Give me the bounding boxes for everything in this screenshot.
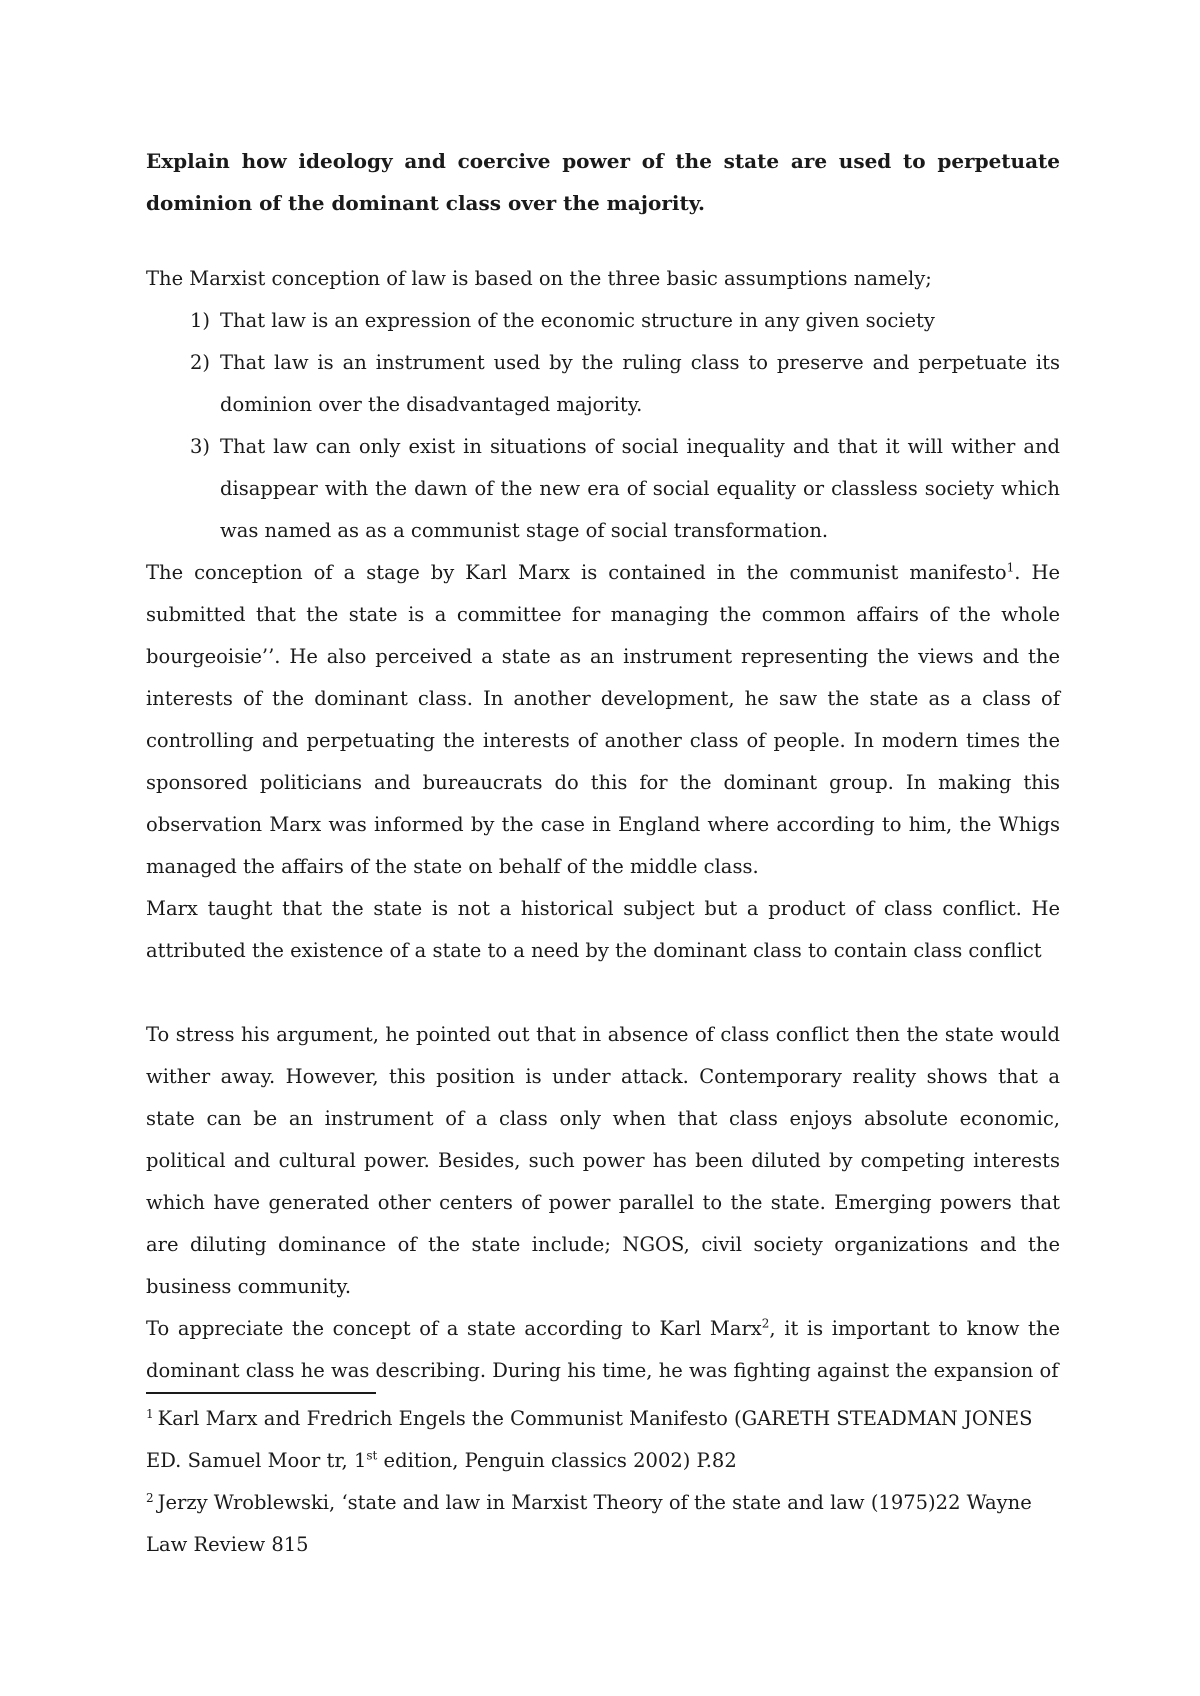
paragraph-text: , it is important to know the dominant class he was describing. During his time, he was fighting against the expansion of [146,1317,1060,1382]
footnote-reference[interactable]: 2 [761,1316,770,1331]
paragraph-concept-of-state [146,1308,1060,1392]
document-page [146,140,1060,1660]
footnote-1 [146,1398,1060,1482]
footnote-text: edition, Penguin classics 2002) P.82 [377,1449,737,1472]
footnote-separator [146,1392,376,1394]
footnote-mark: 1 [146,1406,154,1421]
footnote-superscript: st [366,1448,378,1463]
essay-title: Explain how ideology and coercive power of the state are used to perpetuate dominion of the dominant class over the majority. [146,149,1060,215]
list-number: 1) [189,309,210,332]
paragraph-text: . He submitted that the state is a committee for managing the common affairs of the whole bourgeoisie’’. He also perceived a state as an instrument representing the views and the interests of the dominant class. In another development, he saw the state as a class of controlling and perpetuating the interests of another class of people. In modern times the sponsored politicians and bureaucrats do this for the dominant group. In making this observation Marx was informed by the case in England where according to him, the Whigs managed the affairs of the state on behalf of the middle class. [146,561,1060,878]
footnote-text: Jerzy Wroblewski, ‘state and law in Marxist Theory of the state and law (1975)22 Wayne Law Review 815 [146,1491,1032,1556]
list-item [146,426,1060,552]
footnote-text: Karl Marx and Fredrich Engels the Communist Manifesto (GARETH STEADMAN JONES ED. Samuel Moor tr, 1 [146,1407,1033,1472]
list-text: That law is an instrument used by the ruling class to preserve and perpetuate its dominion over the disadvantaged majority. [220,351,1060,416]
paragraph-argument: To stress his argument, he pointed out that in absence of class conflict then the state would wither away. However, this position is under attack. Contemporary reality shows that a state can be an instrument of a class only when that class enjoys absolute economic, political and cultural power. Besides, such power has been diluted by competing interests which have generated other centers of power parallel to the state. Emerging powers that are diluting dominance of the state include; NGOS, civil society organizations and the business community. [146,1023,1060,1298]
list-number: 2) [189,351,210,374]
assumptions-list [146,300,1060,552]
list-item [146,342,1060,426]
paragraph-text: To appreciate the concept of a state according to Karl Marx [146,1317,762,1340]
footnote-reference[interactable]: 1 [1006,560,1015,575]
footnote-2 [146,1482,1060,1566]
list-number: 3) [189,435,210,458]
list-text: That law can only exist in situations of social inequality and that it will wither and disappear with the dawn of the new era of social equality or classless society which was named as as a communist stage of social transformation. [220,435,1060,542]
paragraph-spacer [146,972,1060,1014]
paragraph-communist-manifesto [146,552,1060,888]
paragraph-text: The conception of a stage by Karl Marx is contained in the communist manifesto [146,561,1007,584]
paragraph-class-conflict: Marx taught that the state is not a historical subject but a product of class conflict. He attributed the existence of a state to a need by the dominant class to contain class conflict [146,897,1060,962]
footnote-mark: 2 [146,1490,154,1505]
intro-paragraph: The Marxist conception of law is based on the three basic assumptions namely; [146,267,932,290]
list-text: That law is an expression of the economic structure in any given society [220,309,935,332]
list-item [146,300,1060,342]
